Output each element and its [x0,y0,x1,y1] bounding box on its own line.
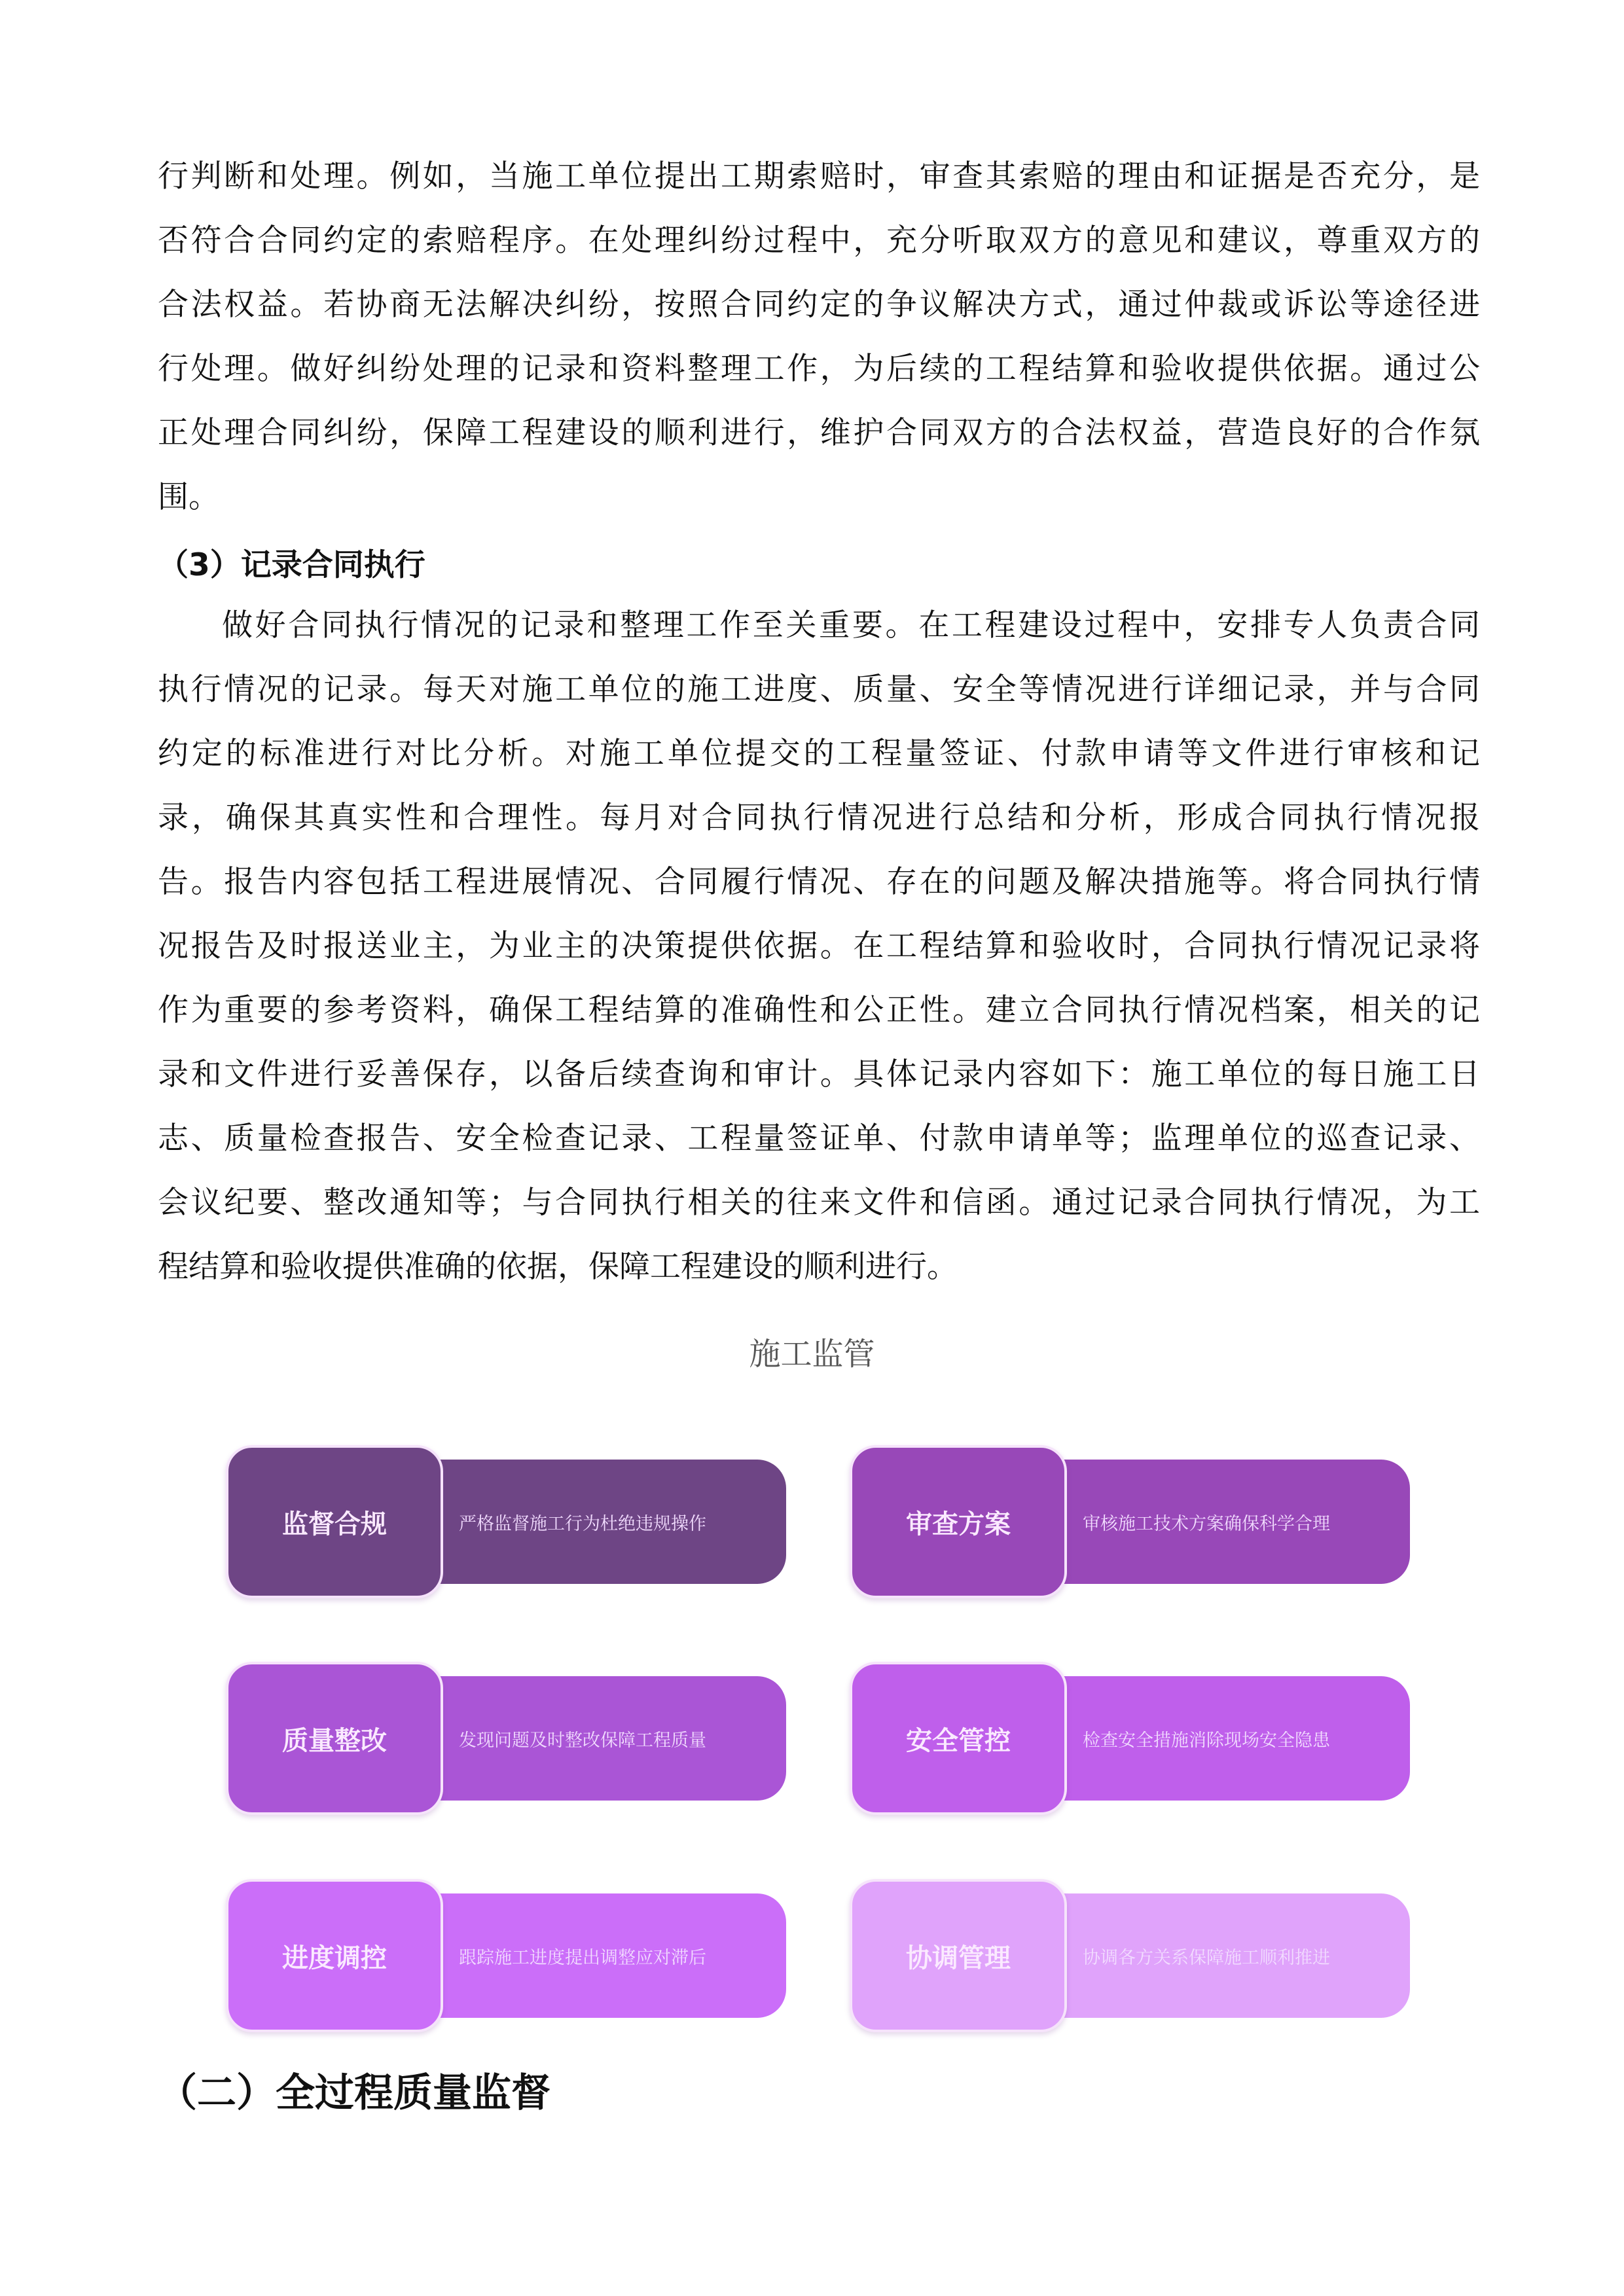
diagram-title: 施工监管 [749,1336,875,1372]
text-line: 作为重要的参考资料，确保工程结算的准确性和公正性。建立合同执行情况档案，相关的记 [158,992,1480,1028]
section-heading-record-contract: （3）记录合同执行 [158,547,425,583]
text-line: 录，确保其真实性和合理性。每月对合同执行情况进行总结和分析，形成合同执行情况报 [158,800,1480,836]
card-label: 质量整改 [226,1662,443,1815]
section-heading-quality-supervision: （二）全过程质量监督 [158,2070,550,2116]
card-label: 监督合规 [226,1445,443,1598]
card-label: 安全管控 [850,1662,1067,1815]
text-line: 录和文件进行妥善保存，以备后续查询和审计。具体记录内容如下：施工单位的每日施工日 [158,1056,1480,1092]
text-line: 会议纪要、整改通知等；与合同执行相关的往来文件和信函。通过记录合同执行情况，为工 [158,1185,1480,1221]
text-line: 行处理。做好纠纷处理的记录和资料整理工作，为后续的工程结算和验收提供依据。通过公 [158,351,1480,387]
text-line: 志、质量检查报告、安全检查记录、工程量签证单、付款申请单等；监理单位的巡查记录、 [158,1121,1480,1157]
text-line: 约定的标准进行对比分析。对施工单位提交的工程量签证、付款申请等文件进行审核和记 [158,736,1480,772]
text-line: 否符合合同约定的索赔程序。在处理纠纷过程中，充分听取双方的意见和建议，尊重双方的 [158,223,1480,259]
card-description: 发现问题及时整改保障工程质量 [439,1676,786,1801]
card-label: 审查方案 [850,1445,1067,1598]
text-line: 合法权益。若协商无法解决纠纷，按照合同约定的争议解决方式，通过仲裁或诉讼等途径进 [158,287,1480,323]
text-line: 正处理合同纠纷，保障工程建设的顺利进行，维护合同双方的合法权益，营造良好的合作氛 [158,415,1480,451]
text-line: 况报告及时报送业主，为业主的决策提供依据。在工程结算和验收时，合同执行情况记录将 [158,928,1480,964]
text-line: 做好合同执行情况的记录和整理工作至关重要。在工程建设过程中，安排专人负责合同 [222,607,1480,643]
card-label: 协调管理 [850,1879,1067,2032]
text-line: 行判断和处理。例如，当施工单位提出工期索赔时，审查其索赔的理由和证据是否充分，是 [158,158,1480,194]
text-line: 程结算和验收提供准确的依据，保障工程建设的顺利进行。 [158,1249,958,1285]
card-description: 跟踪施工进度提出调整应对滞后 [439,1893,786,2018]
card-description: 严格监督施工行为杜绝违规操作 [439,1460,786,1584]
text-line: 围。 [158,479,219,515]
card-description: 审核施工技术方案确保科学合理 [1063,1460,1410,1584]
text-line: 告。报告内容包括工程进展情况、合同履行情况、存在的问题及解决措施等。将合同执行情 [158,864,1480,900]
card-description: 协调各方关系保障施工顺利推进 [1063,1893,1410,2018]
text-line: 执行情况的记录。每天对施工单位的施工进度、质量、安全等情况进行详细记录，并与合同 [158,672,1480,708]
card-label: 进度调控 [226,1879,443,2032]
card-description: 检查安全措施消除现场安全隐患 [1063,1676,1410,1801]
